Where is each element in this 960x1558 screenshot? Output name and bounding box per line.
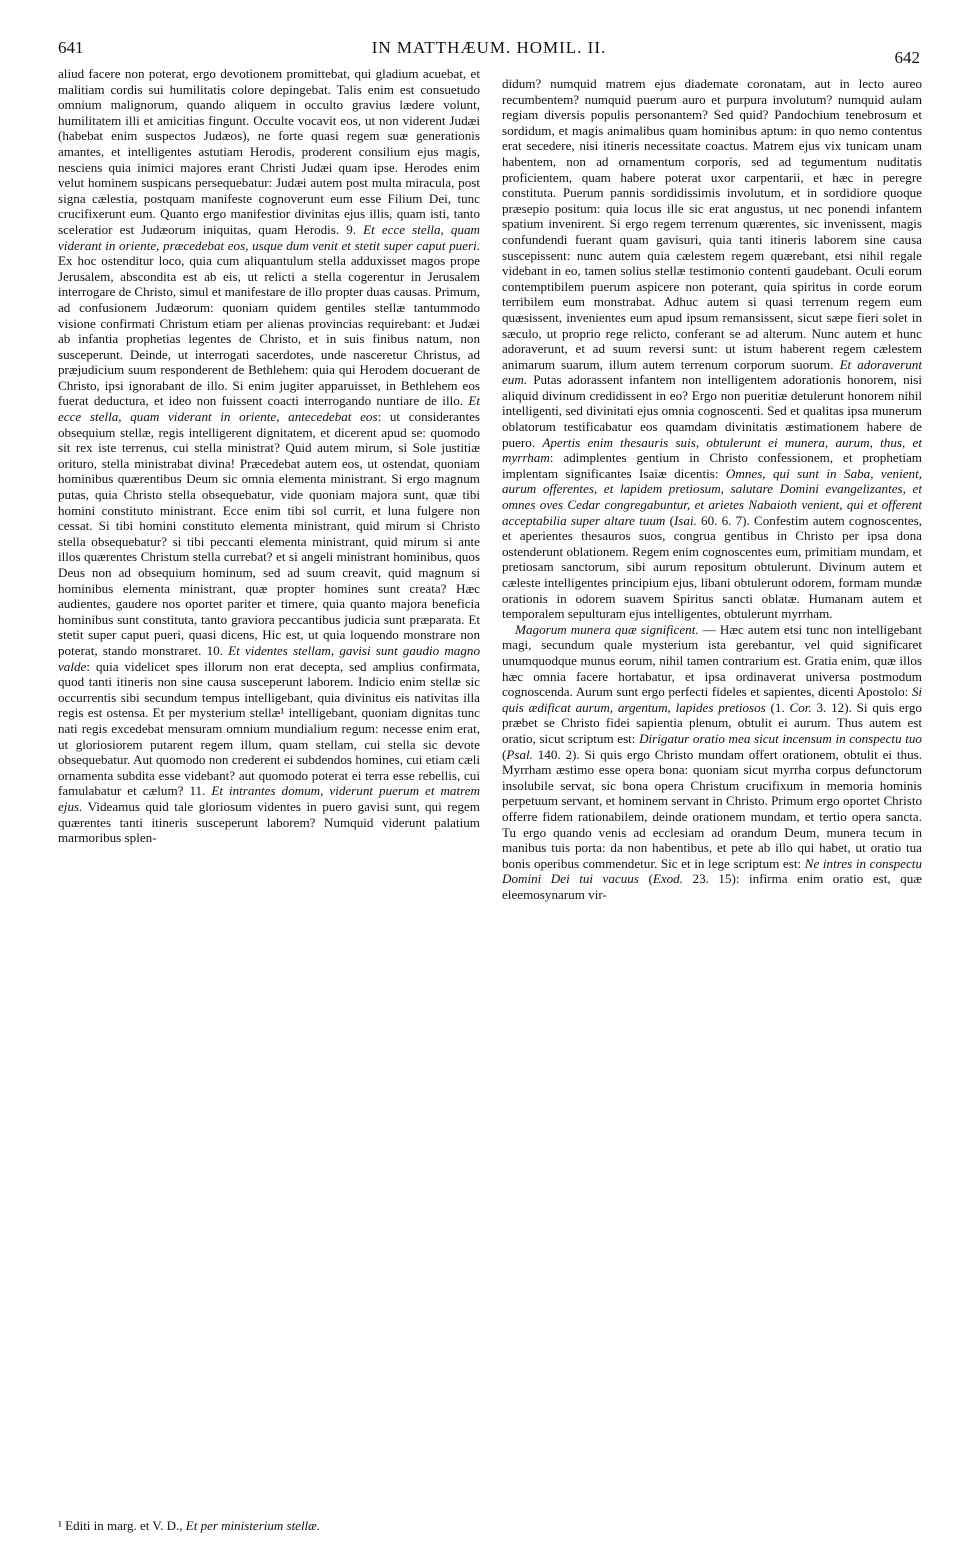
text-passage: (	[665, 512, 674, 528]
right-column-text	[502, 76, 922, 902]
italic-passage: Apertis enim thesauris suis, obtulerunt ei munera, aurum, thus, et myrrham	[502, 434, 922, 466]
text-passage: (	[638, 871, 653, 887]
italic-passage: Et intrantes domum, viderunt puerum et matrem ejus.	[58, 783, 480, 814]
footnote	[58, 1518, 480, 1534]
page-number-right: 642	[894, 48, 920, 67]
text-passage: (	[502, 746, 507, 762]
italic-passage: Et ecce stella, quam viderant in oriente, præcedebat eos, usque dum venit et stetit super caput pueri.	[58, 221, 480, 253]
text-passage: — Hæc autem etsi tunc non intelligebant magi, secundum quale mysterium ista gerebantur, vel quid significaret unumquodque munus eorum, nihil tamen contrarium est. Gratia enim, quæ illos hæc omnia facere hortabatur, et ipsa ordinaverat universa postmodum cognoscenda. Aurum sunt ergo perfecti fideles et sapientes, dicenti Apostolo:	[502, 621, 922, 700]
text-passage: 23. 15): infirma enim oratio est, quæ eleemosynarum vir-	[502, 871, 923, 902]
text-passage: Videamus quid tale gloriosum videntes in puero gavisi sunt, qui regem quærentes tanti itineris susceperunt laborem? Numquid viderunt palatium marmoribus splen-	[58, 798, 480, 846]
text-passage: : quia videlicet spes illorum non erat decepta, sed amplius confirmata, quod tanti itineris non sine causa susceperunt laborem. Indicio enim stellæ sic occurrentis sibi secundum tempus intelligebant, quia divinitus eis nativitas illa regis est ostensa. Et per mysterium stellæ¹ intelligebant, quoniam dignitas tunc nati regis excedebat mensuram omnium mundialium regum: necesse enim erat, ut gloriosiorem putarent regem illum, quam stellam, cui stella sic devote obsequebatur. Aut quomodo non crederent ei subdendos homines, cui etiam cæli ornamenta subdita esse videbant? aut quomodo poterat ei terra esse rebellis, cui famulabatur et cælum? 11.	[58, 658, 480, 799]
italic-passage: Et ecce stella, quam viderant in oriente, antecedebat eos	[58, 393, 480, 425]
italic-passage: Et videntes stellam, gavisi sunt gaudio magno valde	[58, 642, 480, 674]
footnote-text: ¹ Editi in marg. et V. D.,	[58, 1518, 186, 1533]
italic-passage: Dirigatur oratio mea sicut incensum in conspectu tuo	[639, 730, 922, 746]
text-passage: 60. 6. 7). Confestim autem cognoscentes, et aperientes thesauros suos, congrua gentibus in Christo per ipsa dona ostenderunt oblationem. Regem enim cognoscentes eum, primitiam mundam, et pretiosam sanctorum, sibi aurum repositum obtulerunt. Divinum autem et cæleste intelligentes principium ejus, libani obtulerunt odorem, formam mundæ orationis in odorem suavem Spiritus sancti oblatæ. Humanam autem et temporalem sepulturam ejus intelligentes, obtulerunt myrrham.	[502, 512, 923, 622]
italic-passage: Omnes, qui sunt in Saba, venient, aurum offerentes, et lapidem pretiosum, salutare Domini evangelizantes, et omnes oves Cedar congregabuntur, et arietes Nabaioth venient, qui et offerent acceptabilia super altare tuum	[502, 465, 923, 528]
italic-passage: Exod.	[652, 871, 684, 887]
italic-passage: Et adoraverunt eum.	[502, 356, 922, 388]
right-column	[502, 76, 922, 902]
text-passage: : ut considerantes obsequium stellæ, regis intelligerent dignitatem, et dicerent apud se: quomodo sit rex iste terrenus, cui stella ministrat? Quid autem mirum, si Sole justitiæ orituro, stella ministrabat divina! Præcedebat autem eos, ut ostendat, quoniam hominibus quærentibus Deum sic omnia elementa ministrant. Si ergo magnum putas, quia Christo stella obsequebatur, vide quoniam majora sunt, quæ tibi homini constituto ministrant. Ecce enim tibi sol currit, et luna fulgere non cessat. Si tibi homini constituto elementa ministrant, quid mirum si Christo stella obsequebatur? si tibi peccanti elementa ministrant, quid mirum si ante illos quærentes Christum stella currebat? et si angeli ministrant hominibus, quos Deus non ad obsequium hominum, sed ad suum creavit, quid magnum si hominibus elementa ministrant, quæ propter homines sunt creata? Hæc audientes, gaudere nos oportet pariter et timere, quia quanto majora beneficia hominibus sunt constituta, tanto graviora peccantibus judicia sunt præparata. Et stetit super caput pueri, quasi dicens, Hic est, ut quia loquendo monstrare non poterat, stando monstraret. 10.	[58, 409, 480, 658]
italic-passage: Psal.	[506, 746, 533, 762]
text-passage: Ex hoc ostenditur loco, quia cum aliquantulum stella adduxisset magos prope Jerusalem, abscondita est ab eis, ut relicti a stella cogerentur in Jerusalem interrogare de Christo, simul et manifestare de illo propter duas causas. Primum, ad confusionem Judæorum: quoniam quidem gentiles stellæ tantummodo visione confirmati Christum etiam per alienas provincias requirebant: et Judæi ab infantia prophetias legentes de Christo, et in suis finibus natum, non susceperunt. Deinde, ut interrogati sacerdotes, unde nasceretur Christus, ad præjudicium suum responderent de Bethlehem: quia qui Herodem docuerant de Christo, ipsi ignorabant de illo. Si enim jugiter apparuisset, in Bethlehem eos fuerat deductura, et ideo non fuissent coacti interrogando nuntiare de illo.	[58, 253, 480, 409]
running-title: IN MATTHÆUM. HOMIL. II.	[371, 38, 607, 57]
text-passage: : adimplentes gentium in Christo confessionem, et prophetiam implentam significantes Isaiæ dicentis:	[502, 450, 922, 481]
left-column	[58, 66, 480, 846]
italic-passage: Si quis ædificat aurum, argentum, lapides pretiosos	[502, 684, 922, 715]
footnote-italic: Et per ministerium stellæ.	[185, 1518, 321, 1533]
running-header	[58, 38, 920, 67]
italic-passage: Isai.	[673, 512, 697, 528]
italic-passage: Ne intres in conspectu Domini Dei tui vacuus	[502, 855, 922, 887]
text-passage: aliud facere non poterat, ergo devotionem promittebat, qui gladium acuebat, et malitiam cordis sui humilitatis colore depingebat. Talis enim est consuetudo omnium malignorum, quando aliquem in occulto gravius lædere volunt, humilitatem illi et amicitias fingunt. Occulte vocavit eos, ut non viderent Judæi (habebat enim suspectos Judæos), ne forte quasi regem suæ generationis amantes, et intelligentes astutiam Herodis, proderent consilium ejus magis, nesciens quia inimici majores erant Christi Judæi quam ipse. Herodes enim velut hominem suspicans persequebatur: Judæi autem post multa miracula, post signa cælestia, postquam manifeste cognoverunt eum esse Filium Dei, tunc crucifixerunt eum. Quanto ergo manifestior divinitas ejus illis, quam isti, tanto sceleratior est Judæorum iniquitas, quam Herodis. 9.	[58, 66, 480, 237]
italic-passage: Cor.	[789, 699, 812, 715]
text-passage: (1.	[765, 699, 790, 715]
text-passage: Putas adorassent infantem non intelligentem adorationis honorem, nisi aliquid divinum credidissent in eo? Ergo non pueritiæ detulerunt honorem nihil intelligenti, sed divinitati ejus omnia cognoscenti. Sed et qualitas ipsa munerum oblatorum testificabatur eos quamdam divinitatis æstimationem habere de puero.	[502, 372, 922, 450]
page-number-left: 641	[58, 38, 84, 57]
text-passage: 140. 2). Si quis ergo Christo mundam offert orationem, obtulit ei thus. Myrrham æstimo esse opera bona: quoniam sicut myrrha corpus defunctorum insolubile servat, sic bona opera Christum crucifixum in memoria hominis perpetuum servant, et hominem servant in Christo. Primum ergo oportet Christo offerre fidem rationabilem, deinde orationem mundam, et tertio opera sancta. Tu ergo quando venis ad ecclesiam ad orandum Deum, munera tecum in manibus tuis porta: da non habentibus, et pete ab illo qui habet, ut oratio tua bonis operibus commendetur. Sic et in lege scriptum est:	[502, 746, 922, 871]
left-column-text	[58, 66, 480, 846]
text-passage: 3. 12). Si quis ergo præbet se Christo fidei sapientia plenum, obtulit ei aurum. Thus autem est oratio, sicut scriptum est:	[502, 699, 922, 746]
text-passage: didum? numquid matrem ejus diademate coronatam, aut in lecto aureo recumbentem? numquid puerum auro et purpura involutum? numquid aulam regiam diversis populis personantem? Sed quid? Pandochium tenebrosum et sordidum, et magis animalibus quam hominibus aptum: in quo nemo contentus erat secedere, nisi itineris necessitate coactus. Matrem ejus vix tunicam unam habentem, non ad ornamentum corporis, sed ad tegumentum nuditatis proficientem, quam habere poterat uxor carpentarii, et hæc in peregre constituta. Puerum pannis sordidissimis involutum, et in sordidiore quoque præsepio positum: quia locus ille sic erat angustus, ut nec ponendi infantem spatium invenirent. Si ergo regem terrenum quærentes, sic invenissent, magis confundendi fuerant quam gavisuri, quia tanti itineris laborem sine causa suscepissent: nunc autem quia cælestem regem quærebant, etsi nihil regale videbant in eo, tamen solius stellæ testimonio contenti gaudebant. Oculi eorum contemptibilem puerum aspicere non poterant, quia spiritus in corde eorum terribilem eum monstrabat. Adhuc autem si quasi terrenum regem eum quæsissent, invenientes eum apud ipsum remansissent, sicut sæpe fieri solet in sæculo, ut proprio rege relicto, conferant se ad alterum. Nunc autem et hunc adoraverunt, et ad suum reversi sunt: ut istum haberent regem cælestem animarum suarum, illum autem terrenum corporum suorum.	[502, 76, 922, 372]
italic-passage: Magorum munera quæ significent.	[515, 621, 699, 637]
